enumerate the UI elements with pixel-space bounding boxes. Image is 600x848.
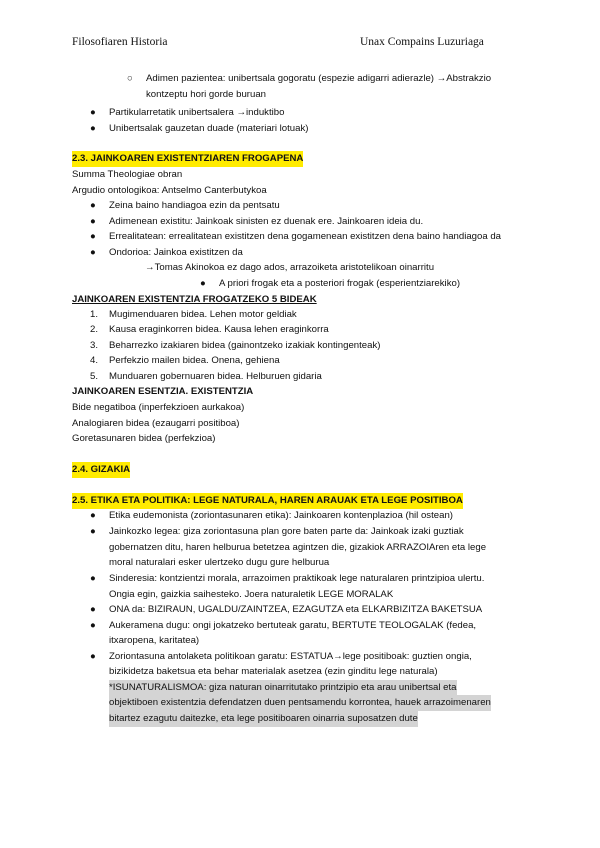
text-line: bizikidetza baketsua eta behar materialak asetzea (ezin ginditu lege naturala) xyxy=(109,666,438,677)
list-number: 5. xyxy=(90,371,99,382)
list-item: Aukeramena dugu: ongi jokatzeko bertuteak garatu, BERTUTE TEOLOGALAK (fedea, xyxy=(109,620,477,631)
section-heading: 2.3. JAINKOAREN EXISTENTZIAREN FROGAPENA xyxy=(72,151,303,167)
text-line: Ongia egin, gaizkia saihesteko. Joera naturaletik LEGE MORALAK xyxy=(109,589,394,600)
subheading: JAINKOAREN EXISTENTZIA FROGATZEKO 5 BIDEAK xyxy=(72,294,317,305)
list-item: Jainkozko legea: giza zoriontasuna plan gore baten parte da: Jainkoak izaki guztiak xyxy=(109,526,464,537)
list-item: ONA da: BIZIRAUN, UGALDU/ZAINTZEA, EZAGUTZA eta ELKARBIZITZA BAKETSUA xyxy=(109,604,483,615)
bullet-icon: ● xyxy=(90,526,96,537)
list-number: 1. xyxy=(90,309,99,320)
hollow-bullet-icon: ○ xyxy=(127,73,133,84)
list-item: Zoriontasuna antolaketa politikoan garatu: ESTATUA→lege positiboak: guztien ongia, xyxy=(109,651,472,662)
text-line: Argudio ontologikoa: Antselmo Canterbutykoa xyxy=(72,185,267,196)
bullet-icon: ● xyxy=(90,620,96,631)
highlighted-note: bitartez ezagutu daitezke, eta lege positiboaren oinarria suposatzen dute xyxy=(109,711,418,727)
list-item: Perfekzio mailen bidea. Onena, gehiena xyxy=(109,355,280,366)
text-line: Analogiaren bidea (ezaugarri positiboa) xyxy=(72,418,240,429)
highlighted-note: objektiboen existentzia defendatzen duen pentsamendu korrontea, hauek arrazoimenaren xyxy=(109,695,491,711)
list-item: Beharrezko izakiaren bidea (gainontzeko izakiak kontingenteak) xyxy=(109,340,381,351)
text-line: Goretasunaren bidea (perfekzioa) xyxy=(72,433,216,444)
text-line: Adimen pazientea: unibertsala gogoratu (espezie adigarri adierazle) →Abstrakzio xyxy=(146,73,492,84)
list-number: 4. xyxy=(90,355,99,366)
section-heading: 2.4. GIZAKIA xyxy=(72,462,130,478)
bullet-icon: ● xyxy=(90,200,96,211)
text-line: Bide negatiboa (inperfekzioen aurkakoa) xyxy=(72,402,245,413)
header-left: Filosofiaren Historia xyxy=(72,36,168,48)
list-item: Kausa eraginkorren bidea. Kausa lehen eraginkorra xyxy=(109,324,329,335)
bullet-icon: ● xyxy=(200,278,206,289)
list-item: Ondorioa: Jainkoa existitzen da xyxy=(109,247,243,258)
bullet-icon: ● xyxy=(90,231,96,242)
list-item: Zeina baino handiagoa ezin da pentsatu xyxy=(109,200,280,211)
bullet-icon: ● xyxy=(90,216,96,227)
list-item: Munduaren gobernuaren bidea. Helburuen gidaria xyxy=(109,371,322,382)
bullet-icon: ● xyxy=(90,107,96,118)
list-item: A priori frogak eta a posteriori frogak (esperientziarekiko) xyxy=(219,278,461,289)
subheading: JAINKOAREN ESENTZIA. EXISTENTZIA xyxy=(72,386,254,397)
text-line: moral naturalari esker ulertzeko dugu gure helburua xyxy=(109,557,330,568)
bullet-icon: ● xyxy=(90,123,96,134)
list-item: Etika eudemonista (zoriontasunaren etika): Jainkoaren kontenplazioa (hil ostean) xyxy=(109,510,453,521)
list-item: Partikularretatik unibertsalera →induktibo xyxy=(109,107,285,118)
list-number: 2. xyxy=(90,324,99,335)
list-item: Unibertsalak gauzetan duade (materiari lotuak) xyxy=(109,123,309,134)
list-item: Adimenean existitu: Jainkoak sinisten ez duenak ere. Jainkoaren ideia du. xyxy=(109,216,424,227)
text-line: Summa Theologiae obran xyxy=(72,169,183,180)
list-item: Mugimenduaren bidea. Lehen motor geldiak xyxy=(109,309,297,320)
bullet-icon: ● xyxy=(90,573,96,584)
text-line: gobernatzen ditu, haren helburua betetzea agintzen die, gizakiok ARRAZOIAren eta lege xyxy=(109,542,487,553)
list-item: Errealitatean: errealitatean existitzen dena gogamenean existitzen dena baino handiagoa da xyxy=(109,231,502,242)
list-item: Sinderesia: kontzientzi morala, arrazoimen praktikoak lege naturalaren printzipioa ulertu. xyxy=(109,573,485,584)
bullet-icon: ● xyxy=(90,510,96,521)
text-line: →Tomas Akinokoa ez dago ados, arrazoiketa aristotelikoan oinarritu xyxy=(145,262,435,273)
bullet-icon: ● xyxy=(90,651,96,662)
bullet-icon: ● xyxy=(90,604,96,615)
section-heading: 2.5. ETIKA ETA POLITIKA: LEGE NATURALA, HAREN ARAUAK ETA LEGE POSITIBOA xyxy=(72,493,463,509)
bullet-icon: ● xyxy=(90,247,96,258)
list-number: 3. xyxy=(90,340,99,351)
header-right: Unax Compains Luzuriaga xyxy=(360,36,484,48)
text-line: itxaropena, karitatea) xyxy=(109,635,200,646)
text-line: kontzeptu hori gorde buruan xyxy=(146,89,267,100)
highlighted-note: *ISUNATURALISMOA: giza naturan oinarritutako printzipio eta arau unibertsal eta xyxy=(109,680,457,696)
